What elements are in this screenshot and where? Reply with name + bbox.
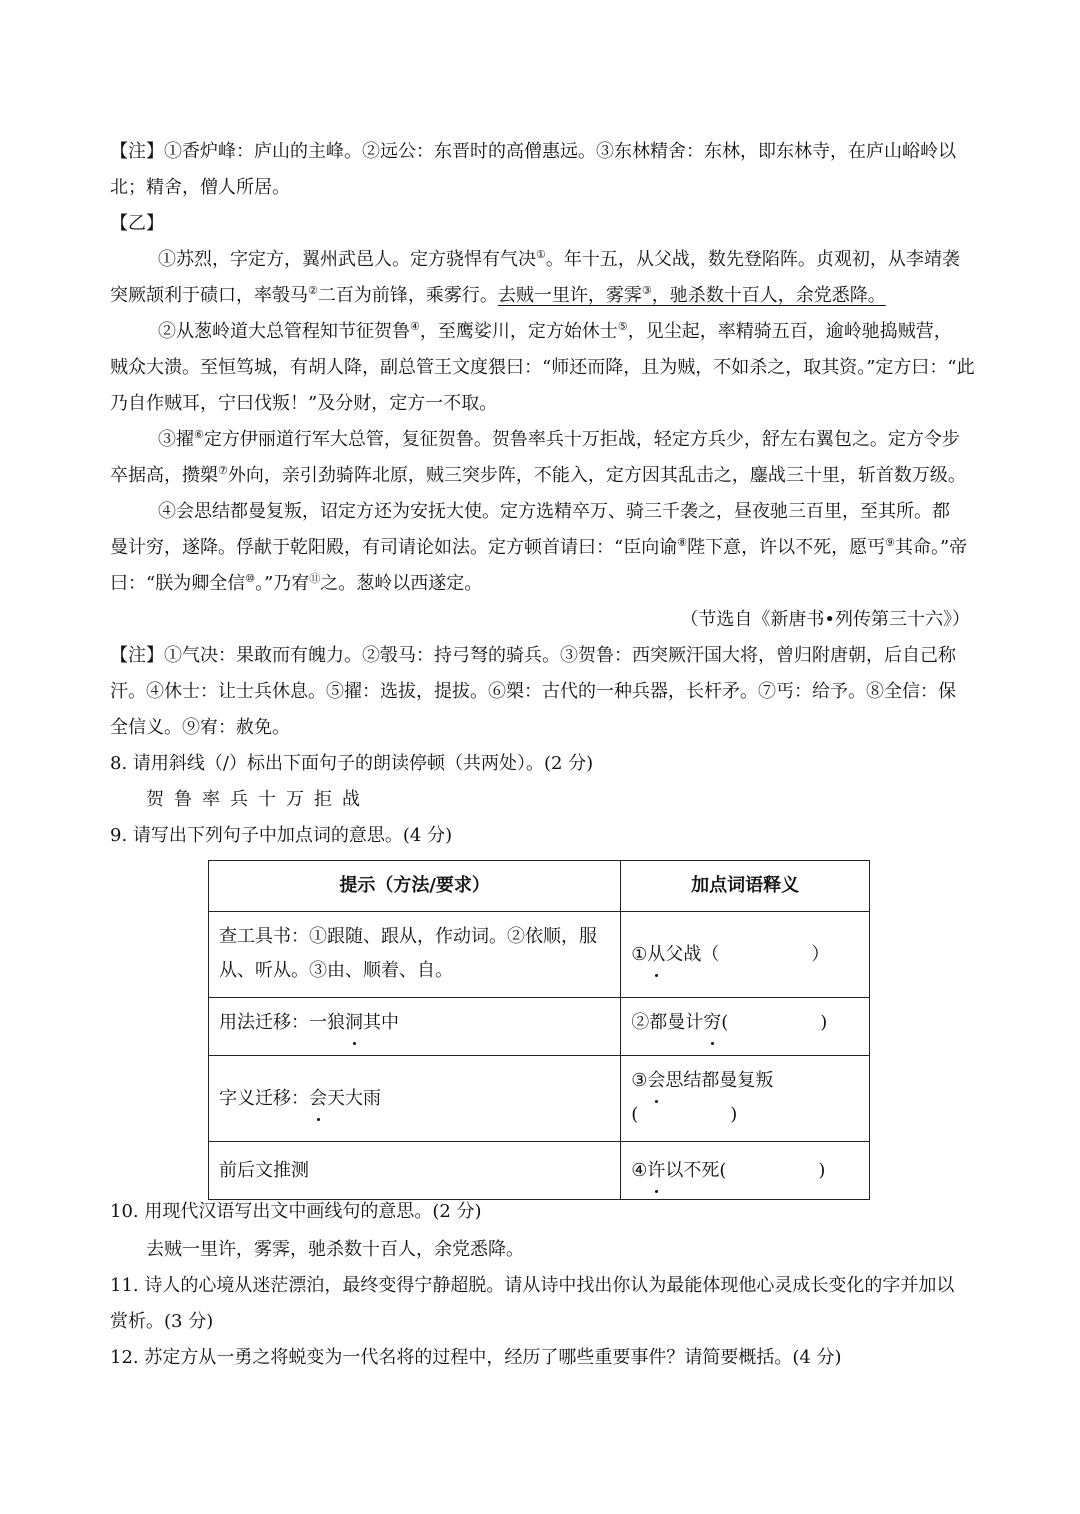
passage-line: ③擢⑥定方伊丽道行军大总管，复征贺鲁。贺鲁率兵十万拒战，轻定方兵少，舒左右翼包之。定方令步 bbox=[158, 428, 960, 450]
table-row bbox=[209, 912, 870, 998]
passage-line: 曼计穷，遂降。俘献于乾阳殿，有司请论如法。定方顿首请曰：“臣向谕⑧陛下意，许以不死，愿丐⑨其命。”帝 bbox=[110, 536, 968, 558]
hint-cell: 查工具书：①跟随、跟从，作动词。②依顺，服 从、听从。③由、顺着、自。 bbox=[209, 912, 621, 998]
question-9: 9. 请写出下列句子中加点词的意思。(4 分) bbox=[110, 825, 453, 846]
question-12: 12. 苏定方从一勇之将蜕变为一代名将的过程中，经历了哪些重要事件？请简要概括。(4 分) bbox=[110, 1347, 842, 1368]
hint-cell: 前后文推测 bbox=[209, 1142, 621, 1200]
note-line: 汗。④休士：让士兵休息。⑤擢：选拔，提拔。⑥槊：古代的一种兵器，长杆矛。⑦丐：给予。⑧全信：保 bbox=[110, 681, 956, 702]
passage-line: 突厥颉利于碛口，率彀马②二百为前锋，乘雾行。去贼一里许，雾霁③，驰杀数十百人，余党悉降。 bbox=[110, 284, 886, 306]
note-line: 全信义。⑨宥：赦免。 bbox=[110, 717, 290, 738]
question-8-sentence: 贺鲁率兵十万拒战 bbox=[146, 789, 370, 810]
passage-line: ②从葱岭道大总管程知节征贺鲁④，至鹰娑川，定方始休士⑤，见尘起，率精骑五百，逾岭驰捣贼营， bbox=[158, 320, 952, 342]
question-8: 8. 请用斜线（/）标出下面句子的朗读停顿（共两处）。(2 分) bbox=[110, 753, 594, 774]
table-header-meaning: 加点词语释义 bbox=[621, 861, 870, 912]
passage-line: 曰：“朕为卿全信⑩。”乃宥⑪之。葱岭以西遂定。 bbox=[110, 572, 483, 594]
source-citation: （节选自《新唐书•列传第三十六》） bbox=[680, 609, 970, 630]
passage-line: 乃自作贼耳，宁曰伐叛！”及分财，定方一不取。 bbox=[110, 393, 498, 414]
passage-line: 贼众大溃。至恒笃城，有胡人降，副总管王文度猥曰：“师还而降，且为贼，不如杀之，取其资。”定方曰：“此 bbox=[110, 357, 975, 378]
table-row bbox=[209, 1142, 870, 1200]
table-header-hint: 提示（方法/要求） bbox=[209, 861, 621, 912]
answer-cell[interactable]: ①从父战（ ） bbox=[621, 912, 870, 998]
note-line: 【注】①气决：果敢而有魄力。②彀马：持弓弩的骑兵。③贺鲁：西突厥汗国大将，曾归附唐朝，后自己称 bbox=[110, 645, 956, 666]
passage-line: ①苏烈，字定方，翼州武邑人。定方骁悍有气决①。年十五，从父战，数先登陷阵。贞观初，从李靖袭 bbox=[158, 248, 960, 270]
question-9-table bbox=[208, 860, 870, 1200]
passage-line: ④会思结都曼复叛，诏定方还为安抚大使。定方选精卒万、骑三千袭之，昼夜驰三百里，至其所。都 bbox=[158, 501, 950, 522]
note-line: 北；精舍，僧人所居。 bbox=[110, 177, 290, 198]
underlined-sentence: 去贼一里许，雾霁③，驰杀数十百人，余党悉降。 bbox=[497, 284, 886, 306]
passage-line: 卒据高，攒槊⑦外向，亲引劲骑阵北原，贼三突步阵，不能入，定方因其乱击之，鏖战三十里，斩首数万级。 bbox=[110, 464, 966, 486]
answer-cell[interactable]: ④许以不死( ) bbox=[621, 1142, 870, 1200]
note-line: 【注】①香炉峰：庐山的主峰。②远公：东晋时的高僧惠远。③东林精舍：东林，即东林寺，在庐山峪岭以 bbox=[110, 141, 956, 162]
answer-cell[interactable]: ③会思结都曼复叛 ( ) bbox=[621, 1056, 870, 1142]
question-11: 11. 诗人的心境从迷茫漂泊，最终变得宁静超脱。请从诗中找出你认为最能体现他心灵成长变化的字并加以 bbox=[110, 1275, 955, 1296]
hint-cell: 字义迁移：会天大雨 bbox=[209, 1056, 621, 1142]
question-10: 10. 用现代汉语写出文中画线句的意思。(2 分) bbox=[110, 1201, 482, 1222]
question-11-line-2: 赏析。(3 分) bbox=[110, 1311, 214, 1332]
answer-cell[interactable]: ②都曼计穷( ) bbox=[621, 998, 870, 1056]
question-10-sentence: 去贼一里许，雾霁，驰杀数十百人，余党悉降。 bbox=[146, 1239, 524, 1260]
hint-cell: 用法迁移：一狼洞其中 bbox=[209, 998, 621, 1056]
table-row bbox=[209, 998, 870, 1056]
table-row bbox=[209, 1056, 870, 1142]
section-label-yi: 【乙】 bbox=[110, 213, 164, 234]
